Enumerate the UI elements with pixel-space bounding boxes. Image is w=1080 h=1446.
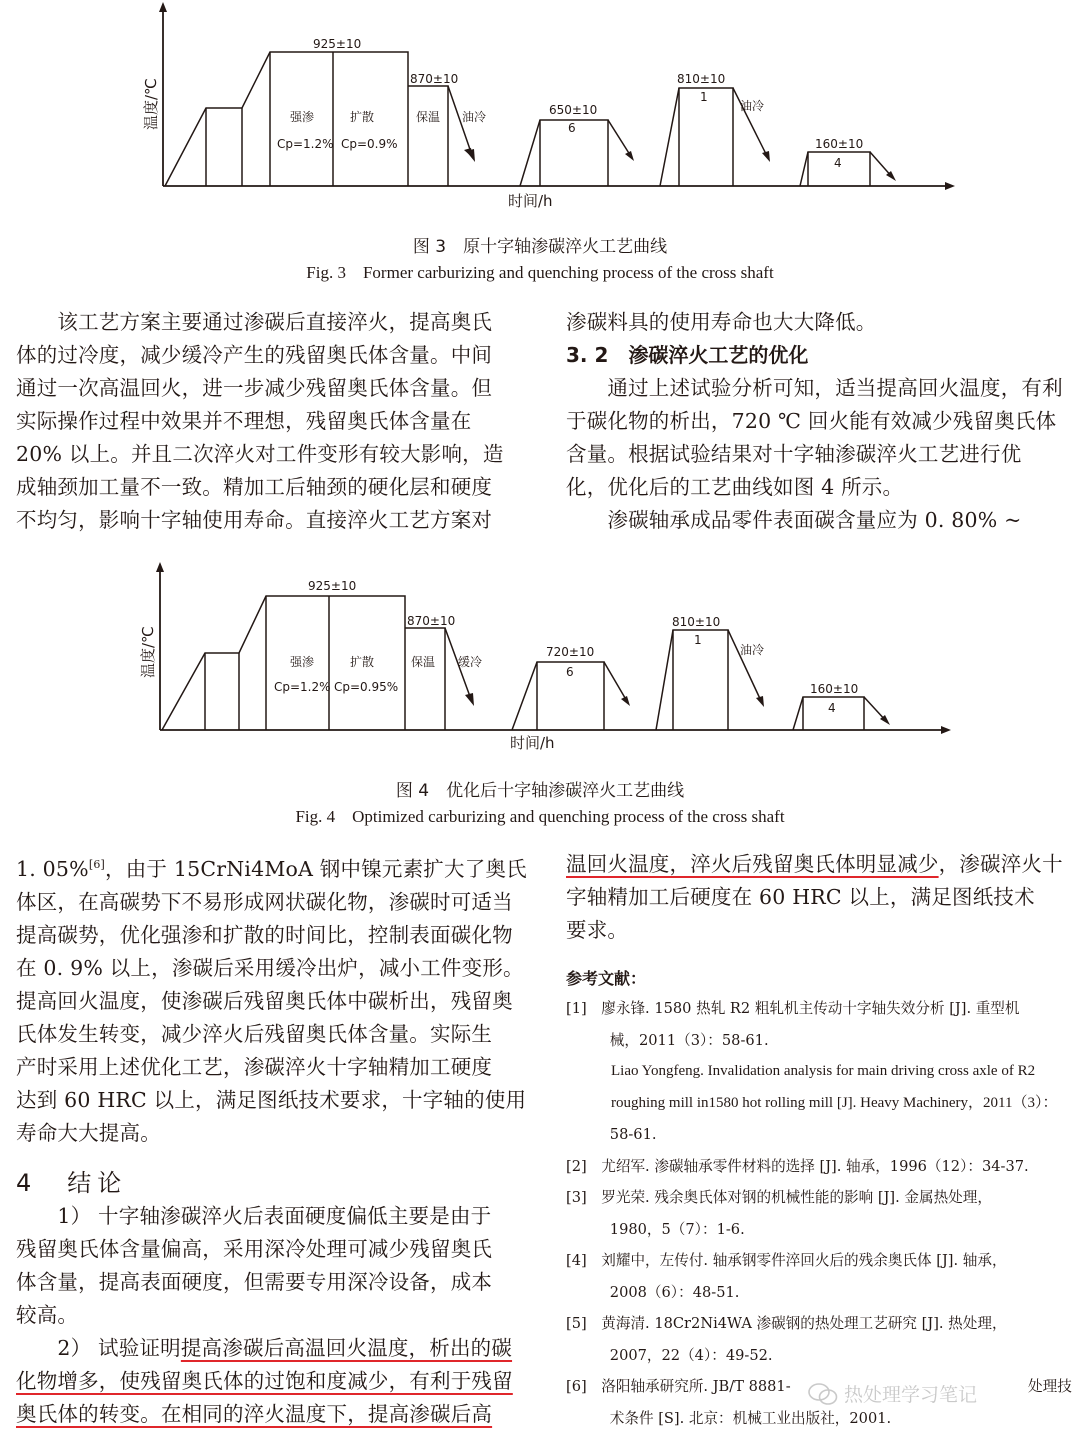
x-axis-label: 时间/h bbox=[508, 192, 553, 210]
top-right-column bbox=[566, 306, 1063, 537]
label-650-hours: 6 bbox=[568, 121, 576, 135]
label-cool1: 油冷 bbox=[462, 110, 487, 124]
label-720-hours: 6 bbox=[566, 665, 574, 679]
reference-line: 1980，5（7）：1-6. bbox=[566, 1220, 745, 1238]
label-810: 810±10 bbox=[672, 615, 721, 629]
text-line: 体区，在高碳势下不易形成网状碳化物，渗碳时可适当 bbox=[16, 889, 513, 914]
label-870: 870±10 bbox=[407, 614, 456, 628]
text-line: 成轴颈加工量不一致。精加工后轴颈的硬化层和硬度 bbox=[16, 475, 493, 499]
text-fragment: [6] 洛阳轴承研究所. JB/T 8881- bbox=[566, 1378, 791, 1395]
text-line: 于碳化物的析出，720 ℃ 回火能有效减少残留奥氏体 bbox=[566, 409, 1057, 433]
text-line: 较高。 bbox=[16, 1302, 79, 1327]
reference-line: 2007，22（4）：49-52. bbox=[566, 1346, 773, 1364]
text-fragment: 处理技 bbox=[1028, 1378, 1072, 1395]
text-line: 产时采用上述优化工艺，渗碳淬火十字轴精加工硬度 bbox=[16, 1054, 493, 1079]
reference-line: 术条件 [S]. 北京：机械工业出版社，2001. bbox=[566, 1409, 892, 1427]
reference-line: 械，2011（3）：58-61. bbox=[566, 1031, 769, 1049]
label-cool2: 油冷 bbox=[740, 99, 765, 113]
references-list bbox=[566, 993, 1072, 1434]
reference-line: [3] 罗光荣. 残余奥氏体对钢的机械性能的影响 [J]. 金属热处理， bbox=[566, 1189, 992, 1206]
figure-3-process-curve bbox=[0, 0, 1080, 230]
label-qiangshen: 强渗 bbox=[290, 110, 315, 124]
x-axis-label: 时间/h bbox=[510, 734, 555, 752]
label-810-hours: 1 bbox=[694, 633, 702, 647]
label-qiangshen: 强渗 bbox=[290, 655, 315, 669]
text-line: 达到 60 HRC 以上，满足图纸技术要求，十字轴的使用 bbox=[16, 1087, 527, 1112]
citation-superscript: [6] bbox=[88, 858, 106, 871]
curve-temper-720 bbox=[512, 662, 604, 730]
label-cp2: Cp=0.9% bbox=[341, 137, 398, 151]
text-fragment: 1. 05% bbox=[16, 856, 89, 881]
text-line: 渗碳轴承成品零件表面碳含量应为 0. 80% ~ bbox=[566, 508, 1022, 532]
top-left-column bbox=[16, 306, 504, 537]
label-160-hours: 4 bbox=[828, 701, 836, 715]
label-cp1: Cp=1.2% bbox=[277, 137, 334, 151]
text-line: 在 0. 9% 以上，渗碳后采用缓冷出炉，减小工件变形。 bbox=[16, 955, 524, 980]
label-cp2: Cp=0.95% bbox=[334, 680, 399, 694]
text-line: 化，优化后的工艺曲线如图 4 所示。 bbox=[566, 475, 904, 499]
reference-line: roughing mill in1580 hot rolling mill [J]. Heavy Machinery，2011（3）： bbox=[566, 1094, 1058, 1111]
label-160-hours: 4 bbox=[834, 156, 842, 170]
reference-line: [2] 尤绍军. 渗碳轴承零件材料的选择 [J]. 轴承，1996（12）：34-37. bbox=[566, 1157, 1029, 1175]
text-line bbox=[16, 1398, 527, 1431]
reference-line: [5] 黄海清. 18Cr2Ni4WA 渗碳钢的热处理工艺研究 [J]. 热处理， bbox=[566, 1315, 1007, 1332]
underlined-text: 温回火温度，淬火后残留奥氏体明显减少 bbox=[566, 852, 939, 876]
text-line: 通过一次高温回火，进一步减少残留奥氏体含量。但 bbox=[16, 376, 493, 400]
figure-3-caption-en: Fig. 3 Former carburizing and quenching process of the cross shaft bbox=[306, 263, 774, 282]
label-810: 810±10 bbox=[677, 72, 726, 86]
curve-temper-650 bbox=[520, 120, 608, 186]
text-line: 氏体发生转变，减少淬火后残留奥氏体含量。实际生 bbox=[16, 1021, 493, 1046]
text-line: 提高碳势，优化强渗和扩散的时间比，控制表面碳化物 bbox=[16, 922, 513, 947]
reference-line: 58-61. bbox=[566, 1126, 657, 1143]
label-870: 870±10 bbox=[410, 72, 459, 86]
bottom-right-column bbox=[566, 848, 1072, 1434]
reference-line: [1] 廖永锋. 1580 热轧 R2 粗轧机主传动十字轴失效分析 [J]. 重型机 bbox=[566, 1000, 1020, 1017]
text-fragment: ，由于 15CrNi4MoA 钢中镍元素扩大了奥氏 bbox=[105, 856, 527, 881]
text-line bbox=[16, 1365, 527, 1398]
watermark-text: 热处理学习笔记 bbox=[844, 1384, 978, 1406]
figure-4-caption-cn: 图 4 优化后十字轴渗碳淬火工艺曲线 bbox=[395, 781, 685, 801]
y-axis-label: 温度/℃ bbox=[142, 78, 160, 130]
label-baowen: 保温 bbox=[411, 655, 436, 669]
y-axis-label: 温度/℃ bbox=[139, 626, 157, 678]
label-720: 720±10 bbox=[546, 645, 595, 659]
label-kuosan: 扩散 bbox=[350, 110, 375, 124]
label-810-hours: 1 bbox=[700, 90, 708, 104]
label-925: 925±10 bbox=[313, 37, 362, 51]
text-line: 不均匀，影响十字轴使用寿命。直接淬火工艺方案对 bbox=[16, 508, 493, 532]
label-kuosan: 扩散 bbox=[350, 655, 375, 669]
underlined-text: 化物增多，使残留奥氏体的过饱和度减少，有利于残留 bbox=[16, 1368, 513, 1393]
text-line: 1） 十字轴渗碳淬火后表面硬度偏低主要是由于 bbox=[16, 1203, 492, 1228]
text-line bbox=[16, 1332, 527, 1365]
label-cool2: 油冷 bbox=[740, 643, 765, 657]
underlined-text: 奥氏体的转变。在相同的淬火温度下，提高渗碳后高 bbox=[16, 1401, 493, 1426]
label-baowen: 保温 bbox=[416, 110, 441, 124]
watermark bbox=[808, 1380, 977, 1407]
wechat-icon bbox=[808, 1382, 838, 1406]
text-line: 体的过冷度，减少缓冷产生的残留奥氏体含量。中间 bbox=[16, 343, 493, 367]
underlined-text: 提高渗碳后高温回火温度，析出的碳 bbox=[180, 1335, 513, 1360]
reference-line: [4] 刘耀中，左传付. 轴承钢零件淬回火后的残余奥氏体 [J]. 轴承， bbox=[566, 1252, 1007, 1269]
text-line: 渗碳料具的使用寿命也大大降低。 bbox=[566, 310, 877, 334]
text-fragment: ，渗碳淬火十 bbox=[938, 852, 1063, 876]
text-line: 该工艺方案主要通过渗碳后直接淬火，提高奥氏 bbox=[16, 310, 493, 334]
text-line: 残留奥氏体含量偏高，采用深冷处理可减少残留奥氏 bbox=[16, 1236, 493, 1261]
text-line: 寿命大大提高。 bbox=[16, 1120, 161, 1145]
reference-line: 2008（6）：48-51. bbox=[566, 1283, 740, 1301]
label-cp1: Cp=1.2% bbox=[274, 680, 331, 694]
curve-quench-810 bbox=[656, 630, 728, 730]
curve-quench-810 bbox=[660, 88, 733, 186]
bottom-left-column bbox=[16, 848, 527, 1431]
label-160: 160±10 bbox=[815, 137, 864, 151]
figure-4-caption-en: Fig. 4 Optimized carburizing and quenching process of the cross shaft bbox=[295, 807, 785, 826]
text-line: 20% 以上。并且二次淬火对工件变形有较大影响，造 bbox=[16, 442, 504, 466]
label-160: 160±10 bbox=[810, 682, 859, 696]
text-fragment: 2） 试验证明 bbox=[16, 1335, 181, 1360]
text-line bbox=[16, 848, 527, 886]
references-heading: 参考文献： bbox=[566, 969, 647, 988]
reference-line: Liao Yongfeng. Invalidation analysis for main driving cross axle of R2 bbox=[566, 1063, 1036, 1079]
figure-3-caption-cn: 图 3 原十字轴渗碳淬火工艺曲线 bbox=[412, 237, 668, 257]
label-925: 925±10 bbox=[308, 579, 357, 593]
text-line: 通过上述试验分析可知，适当提高回火温度，有利 bbox=[566, 376, 1063, 400]
text-line bbox=[566, 848, 1063, 881]
text-line: 实际操作过程中效果并不理想，残留奥氏体含量在 bbox=[16, 409, 472, 433]
label-650: 650±10 bbox=[549, 103, 598, 117]
text-line: 要求。 bbox=[566, 918, 629, 942]
text-line: 含量。根据试验结果对十字轴渗碳淬火工艺进行优 bbox=[566, 442, 1022, 466]
section-heading-4: 4 结论 bbox=[16, 1168, 128, 1197]
text-line: 提高回火温度，使渗碳后残留奥氏体中碳析出，残留奥 bbox=[16, 988, 513, 1013]
label-cool1: 缓冷 bbox=[458, 655, 483, 669]
figure-4-process-curve bbox=[0, 560, 1080, 760]
text-line: 体含量，提高表面硬度，但需要专用深冷设备，成本 bbox=[16, 1269, 493, 1294]
text-line: 字轴精加工后硬度在 60 HRC 以上，满足图纸技术 bbox=[566, 885, 1035, 909]
section-heading-3-2: 3. 2 渗碳淬火工艺的优化 bbox=[566, 343, 809, 367]
